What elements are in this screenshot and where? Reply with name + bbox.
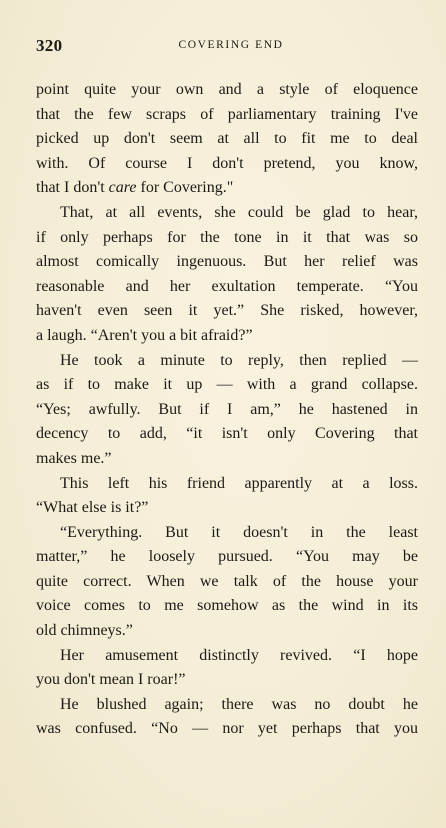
text-line: decency to add, “it isn't only Covering that [36, 425, 418, 443]
running-head: COVERING END [178, 39, 284, 51]
text-line: almost comically ingenuous. But her relief was [36, 253, 418, 271]
text-segment: for Covering." [136, 179, 234, 197]
text-line: that the few scraps of parliamentary training I've [36, 105, 418, 123]
body-text [36, 78, 418, 742]
text-line: “Yes; awfully. But if I am,” he hastened in [36, 400, 418, 418]
text-line: as if to make it up — with a grand collapse. [36, 376, 418, 394]
text-line: old chimneys.” [36, 622, 133, 640]
text-line: was confused. “No — nor yet perhaps that you [36, 720, 418, 738]
page-header [36, 36, 418, 58]
text-line: voice comes to me somehow as the wind in its [36, 597, 418, 615]
text-line [36, 176, 418, 201]
text-line: point quite your own and a style of eloquence [36, 81, 418, 98]
text-line: picked up don't seem at all to fit me to deal [36, 130, 418, 148]
text-line: a laugh. “Aren't you a bit afraid?” [36, 326, 253, 344]
italic-text: care [108, 179, 137, 197]
text-line: “Everything. But it doesn't in the least [60, 523, 418, 541]
text-line: “What else is it?” [36, 499, 149, 517]
text-line: makes me.” [36, 449, 112, 467]
text-segment: that I don't [36, 179, 109, 197]
text-line: matter,” he loosely pursued. “You may be [36, 548, 418, 566]
text-line: if only perhaps for the tone in it that was so [36, 228, 418, 246]
text-line: Her amusement distinctly revived. “I hope [60, 646, 418, 664]
text-line: He took a minute to reply, then replied — [60, 351, 418, 369]
text-line: This left his friend apparently at a loss. [60, 474, 418, 492]
text-line: That, at all events, she could be glad to hear, [60, 203, 418, 221]
page-number: 320 [36, 36, 63, 55]
text-line: reasonable and her exultation temperate. “You [36, 277, 418, 295]
text-line: He blushed again; there was no doubt he [60, 695, 418, 713]
text-line: with. Of course I don't pretend, you know, [36, 154, 418, 172]
text-line: you don't mean I roar!” [36, 671, 186, 689]
text-line: quite correct. When we talk of the house your [36, 572, 418, 590]
text-line: haven't even seen it yet.” She risked, however, [36, 302, 418, 320]
